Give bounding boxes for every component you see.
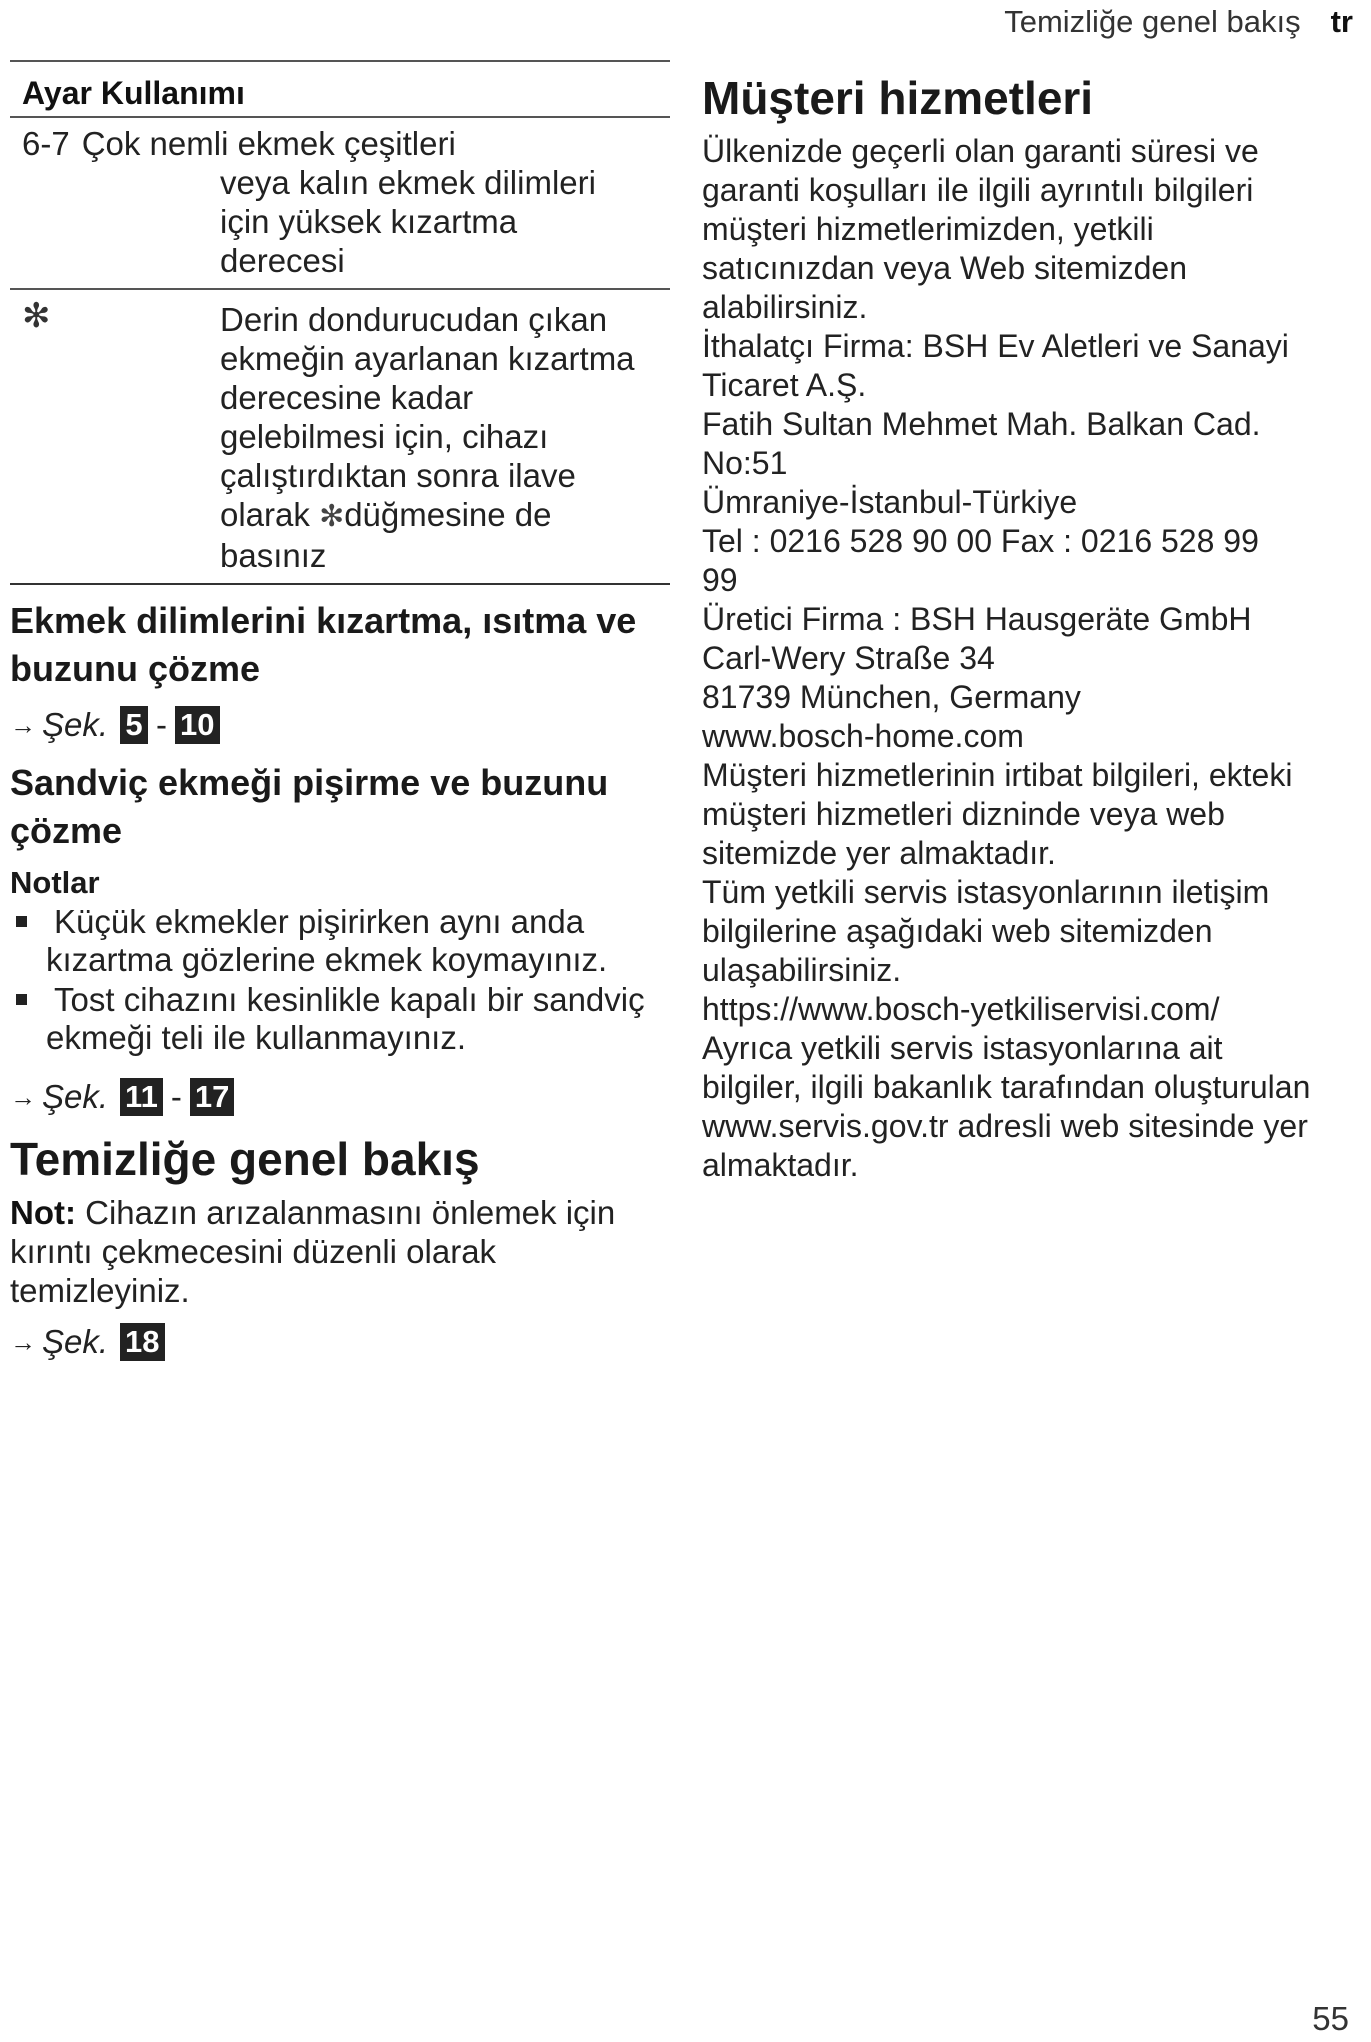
usage-line: derecesine kadar <box>220 379 474 416</box>
website-link[interactable]: www.bosch-home.com <box>702 718 1024 754</box>
list-item <box>10 903 678 979</box>
text-line: müşteri hizmetlerimizden, yetkili <box>702 211 1154 247</box>
text-line: sitemizde yer almaktadır. <box>702 835 1056 871</box>
left-column <box>10 60 678 1364</box>
text-line: almaktadır. <box>702 1147 859 1183</box>
text-line: www.servis.gov.tr adresli web sitesinde yer <box>702 1108 1308 1144</box>
bullet-square-icon <box>16 994 27 1005</box>
figure-prefix: Şek. <box>42 706 109 743</box>
figure-badge: 5 <box>120 706 148 744</box>
usage-line: için yüksek kızartma <box>220 203 518 240</box>
usage-line: olarak <box>220 496 310 533</box>
heading-line: çözme <box>10 810 123 851</box>
list-item <box>10 981 678 1057</box>
heading-line: buzunu çözme <box>10 648 260 689</box>
section-heading: Müşteri hizmetleri <box>702 72 1094 124</box>
usage-line: düğmesine de <box>344 496 552 533</box>
website-link[interactable]: https://www.bosch-yetkiliservisi.com/ <box>702 991 1220 1027</box>
figure-reference: → Şek. 11 - 17 <box>10 1075 678 1119</box>
note-label: Not: <box>10 1194 76 1231</box>
usage-line: gelebilmesi için, cihazı <box>220 418 549 455</box>
text-line: alabilirsiniz. <box>702 289 868 325</box>
figure-badge: 10 <box>175 706 219 744</box>
cleaning-section <box>10 1131 678 1364</box>
text-line: Ayrıca yetkili servis istasyonlarına ait <box>702 1030 1223 1066</box>
usage-line: veya kalın ekmek dilimleri <box>220 164 596 201</box>
figure-reference <box>10 1320 678 1364</box>
header-section-title: Temizliğe genel bakış <box>1004 4 1301 39</box>
text-line: Tel : 0216 528 90 00 Fax : 0216 528 99 <box>702 523 1259 559</box>
text-line: müşteri hizmetleri dizninde veya web <box>702 796 1225 832</box>
snowflake-icon: ✻ <box>319 500 345 533</box>
usage-line: ekmeğin ayarlanan kızartma <box>220 340 635 377</box>
setting-value: 6-7 <box>22 125 70 162</box>
bullet-square-icon <box>16 916 27 927</box>
arrow-right-icon: → <box>10 1327 36 1357</box>
text-line: satıcınızdan veya Web sitemizden <box>702 250 1187 286</box>
figure-prefix: Şek. <box>42 1078 109 1115</box>
text-line: Ülkenizde geçerli olan garanti süresi ve <box>702 133 1259 169</box>
heading-line: Sandviç ekmeği pişirme ve buzunu <box>10 762 609 803</box>
text-line: Tüm yetkili servis istasyonlarının iletişim <box>702 874 1270 910</box>
text-line: İthalatçı Firma: BSH Ev Aletleri ve Sanayi <box>702 328 1289 364</box>
note-line: Tost cihazını kesinlikle kapalı bir sandviç <box>54 981 645 1018</box>
text-line: 81739 München, Germany <box>702 679 1081 715</box>
usage-line: çalıştırdıktan sonra ilave <box>220 457 576 494</box>
toast-section <box>10 597 678 747</box>
arrow-right-icon: → <box>10 710 36 740</box>
table-row <box>10 289 670 584</box>
text-line: No:51 <box>702 445 788 481</box>
figure-badge: 11 <box>120 1078 163 1116</box>
figure-badge: 17 <box>190 1078 234 1116</box>
heading-line: Ekmek dilimlerini kızartma, ısıtma ve <box>10 600 637 641</box>
text-line: garanti koşulları ile ilgili ayrıntılı bilgileri <box>702 172 1254 208</box>
figure-badge: 18 <box>120 1323 164 1361</box>
note-line: ekmeği teli ile kullanmayınız. <box>46 1019 467 1056</box>
note-line: Cihazın arızalanmasını önlemek için <box>85 1194 616 1231</box>
text-line: Fatih Sultan Mehmet Mah. Balkan Cad. <box>702 406 1261 442</box>
section-heading <box>10 597 678 693</box>
text-line: Carl-Wery Straße 34 <box>702 640 995 676</box>
usage-line: Çok nemli ekmek çeşitleri <box>81 125 456 162</box>
notes-list <box>10 903 678 1057</box>
note-line: kızartma gözlerine ekmek koymayınız. <box>46 941 608 978</box>
text-line: Müşteri hizmetlerinin irtibat bilgileri, ekteki <box>702 757 1293 793</box>
note-line: temizleyiniz. <box>10 1272 190 1309</box>
table-header: Ayar Kullanımı <box>10 61 670 117</box>
text-line: bilgiler, ilgili bakanlık tarafından oluşturulan <box>702 1069 1311 1105</box>
snowflake-icon: ✻ <box>22 297 51 335</box>
page-number: 55 <box>1312 2000 1349 2037</box>
right-column <box>702 70 1362 1185</box>
usage-line: derecesi <box>220 242 345 279</box>
text-line: ulaşabilirsiniz. <box>702 952 902 988</box>
section-heading: Temizliğe genel bakış <box>10 1133 480 1185</box>
table-row <box>10 117 670 289</box>
settings-table <box>10 60 670 585</box>
header-language: tr <box>1330 4 1353 39</box>
usage-line: Derin dondurucudan çıkan <box>220 301 608 338</box>
note-line: Küçük ekmekler pişirirken aynı anda <box>54 903 585 940</box>
customer-service-text <box>702 132 1362 1185</box>
figure-reference: → Şek. 5 - 10 <box>10 703 678 747</box>
notes-title: Notlar <box>10 865 100 900</box>
figure-prefix: Şek. <box>42 1323 109 1360</box>
section-heading <box>10 759 678 855</box>
text-line: Ümraniye-İstanbul-Türkiye <box>702 484 1078 520</box>
sandwich-section <box>10 759 678 1119</box>
text-line: Ticaret A.Ş. <box>702 367 867 403</box>
text-line: 99 <box>702 562 738 598</box>
arrow-right-icon: → <box>10 1082 36 1112</box>
text-line: bilgilerine aşağıdaki web sitemizden <box>702 913 1213 949</box>
usage-line: basınız <box>220 537 327 574</box>
note-line: kırıntı çekmecesini düzenli olarak <box>10 1233 497 1270</box>
text-line: Üretici Firma : BSH Hausgeräte GmbH <box>702 601 1252 637</box>
running-header <box>1004 4 1353 40</box>
note-paragraph <box>10 1193 678 1310</box>
